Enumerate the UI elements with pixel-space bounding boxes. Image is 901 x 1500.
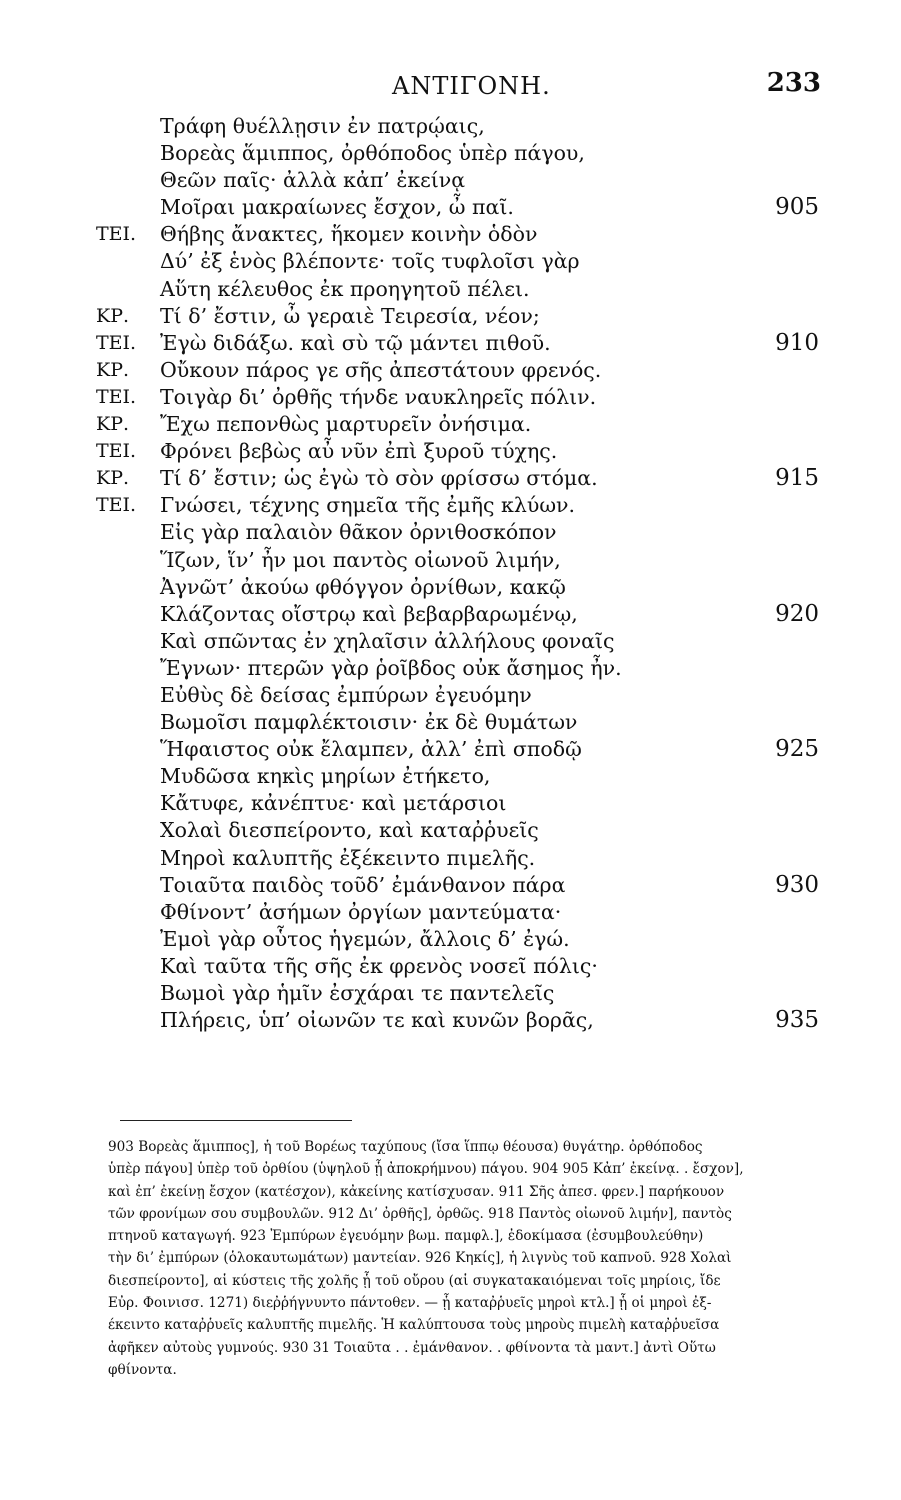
- verse-line: [0, 845, 901, 872]
- speaker-label: ΚΡ.: [96, 413, 130, 436]
- verse-line: [0, 248, 901, 275]
- verse-line: [0, 953, 901, 980]
- speaker-label: ΤΕΙ.: [96, 223, 137, 246]
- verse-text: Εὐθὺς δὲ δείσας ἐμπύρων ἐγευόμην: [160, 682, 532, 707]
- verse-line: [0, 980, 901, 1007]
- verse-text: Τοιαῦτα παιδὸς τοῦδ’ ἐμάνθανον πάρα: [160, 872, 566, 897]
- verse-text: Ἥφαιστος οὐκ ἔλαμπεν, ἀλλ’ ἐπὶ σποδῷ: [160, 737, 582, 762]
- footnote-line: 903 Βορεὰς ἅμιππος], ἡ τοῦ Βορέως ταχύπους (ἴσα ἵππῳ θέουσα) θυγάτηρ. ὀρθόποδος: [108, 1139, 703, 1155]
- verse-line: [0, 492, 901, 519]
- verse-line: [0, 221, 901, 248]
- verse-line: [0, 790, 901, 817]
- verse-line: [0, 655, 901, 682]
- verse-text: Οὔκουν πάρος γε σῆς ἀπεστάτουν φρενός.: [160, 357, 602, 382]
- verse-text: Δύ’ ἐξ ἑνὸς βλέποντε· τοῖς τυφλοῖσι γὰρ: [160, 249, 580, 274]
- verse-text: Φθίνοντ’ ἀσήμων ὀργίων μαντεύματα·: [160, 899, 562, 924]
- footnote-divider: [120, 1120, 352, 1121]
- verse-text: Κλάζοντας οἴστρῳ καὶ βεβαρβαρωμένῳ,: [160, 601, 578, 626]
- speaker-label: ΚΡ.: [96, 358, 130, 381]
- line-number: 905: [775, 194, 819, 221]
- verse-text: Τράφη θυέλλῃσιν ἐν πατρῴαις,: [160, 114, 485, 138]
- verse-line: [0, 411, 901, 438]
- verse-line: [0, 574, 901, 601]
- speaker-label: ΤΕΙ.: [96, 440, 137, 463]
- line-number: 910: [775, 329, 819, 356]
- verse-text: Κἄτυφε, κἀνέπτυε· καὶ μετάρσιοι: [160, 791, 507, 816]
- footnote-line: ὑπὲρ πάγου] ὑπὲρ τοῦ ὀρθίου (ὑψηλοῦ ᾗ ἀποκρήμνου) πάγου. 904 905 Κἀπ’ ἐκείνᾳ. . ἔσχον],: [108, 1161, 744, 1178]
- verse-line: [0, 926, 901, 953]
- verse-text: Καὶ σπῶντας ἐν χηλαῖσιν ἀλλήλους φοναῖς: [160, 628, 615, 653]
- verse-line: [0, 763, 901, 790]
- verse-text: Τί δ’ ἔστιν, ὦ γεραιὲ Τειρεσία, νέον;: [160, 303, 540, 328]
- verse-text: Ἐμοὶ γὰρ οὗτος ἡγεμών, ἄλλοις δ’ ἐγώ.: [160, 926, 570, 951]
- line-number: 915: [775, 465, 819, 492]
- verse-text: Χολαὶ διεσπείροντο, καὶ καταῤῥυεῖς: [160, 818, 539, 843]
- verse-line: [0, 709, 901, 736]
- verse-line: [0, 194, 901, 221]
- verse-text: Εἰς γὰρ παλαιὸν θᾶκον ὀρνιθοσκόπον: [160, 520, 557, 545]
- speaker-label: ΤΕΙ.: [96, 494, 137, 517]
- verse-text: Βορεὰς ἅμιππος, ὀρθόποδος ὑπὲρ πάγου,: [160, 141, 585, 166]
- verse-line: [0, 899, 901, 926]
- line-number: 925: [775, 736, 819, 763]
- verse-text: Φρόνει βεβὼς αὖ νῦν ἐπὶ ξυροῦ τύχης.: [160, 439, 558, 464]
- verse-line: [0, 167, 901, 194]
- verse-line: [0, 519, 901, 546]
- running-title: ΑΝΤΙΓΟΝΗ.: [392, 72, 551, 100]
- verse-line: [0, 140, 901, 167]
- speaker-label: ΚΡ.: [96, 467, 130, 490]
- footnotes-block: [108, 1136, 820, 1381]
- verse-line: [0, 682, 901, 709]
- footnote-line: τῶν φρονίμων σου συμβουλῶν. 912 Δι’ ὀρθῆς], ὀρθῶς. 918 Παντὸς οἰωνοῦ λιμήν], παντὸς: [108, 1205, 732, 1222]
- footnote-line: καὶ ἐπ’ ἐκείνῃ ἔσχον (κατέσχον), κἀκείνης κατίσχυσαν. 911 Σῆς ἀπεσ. φρεν.] παρήκουον: [108, 1183, 725, 1200]
- verse-text: Ἵζων, ἵν’ ἦν μοι παντὸς οἰωνοῦ λιμήν,: [160, 547, 561, 572]
- verse-text: Βωμοὶ γὰρ ἡμῖν ἐσχάραι τε παντελεῖς: [160, 981, 555, 1005]
- verse-line: [0, 872, 901, 899]
- verse-line: [0, 1007, 901, 1034]
- footnote-line: έκειντο καταῤῥυεῖς καλυπτῆς πιμελῆς. Ἡ καλύπτουσα τοὺς μηροὺς πιμελὴ καταῤῥυεῖσα: [108, 1317, 720, 1334]
- verse-line: [0, 817, 901, 844]
- footnote-line: πτηνοῦ καταγωγή. 923 Ἐμπύρων ἐγευόμην βωμ. παμφλ.], ἐδοκίμασα (ἐσυμβουλεύθην): [108, 1228, 704, 1245]
- footnote-line: φθίνοντα.: [108, 1361, 177, 1378]
- footnote-line: ἀφῆκεν αὐτοὺς γυμνούς. 930 31 Τοιαῦτα . . ἐμάνθανον. . φθίνοντα τὰ μαντ.] ἀντὶ Οὕτω: [108, 1339, 716, 1356]
- verse-text: Τί δ’ ἔστιν; ὡς ἐγὼ τὸ σὸν φρίσσω στόμα.: [160, 466, 598, 491]
- footnote-line: διεσπείροντο], αἱ κύστεις τῆς χολῆς ᾗ τοῦ οὔρου (αἱ συγκατακαιόμεναι τοῖς μηρίοις, ἴδε: [108, 1272, 721, 1289]
- speaker-label: ΤΕΙ.: [96, 331, 137, 354]
- verse-text: Γνώσει, τέχνης σημεῖα τῆς ἐμῆς κλύων.: [160, 493, 576, 518]
- verse-text: Πλήρεις, ὑπ’ οἰωνῶν τε καὶ κυνῶν βορᾶς,: [160, 1008, 594, 1033]
- verse-text: Μυδῶσα κηκὶς μηρίων ἐτήκετο,: [160, 764, 491, 789]
- footnote-line: τὴν δι’ ἐμπύρων (ὁλοκαυτωμάτων) μαντείαν. 926 Κηκίς], ἡ λιγνὺς τοῦ καπνοῦ. 928 Χολαὶ: [108, 1250, 732, 1267]
- line-number: 920: [775, 600, 819, 627]
- verse-text: Ἐγὼ διδάξω. καὶ σὺ τῷ μάντει πιθοῦ.: [160, 330, 551, 355]
- verse-line: [0, 628, 901, 655]
- verse-line: [0, 113, 901, 140]
- verse-line: [0, 547, 901, 574]
- speaker-label: ΤΕΙ.: [96, 385, 137, 408]
- verse-text: Θεῶν παῖς· ἀλλὰ κἀπ’ ἐκείνᾳ: [160, 168, 466, 193]
- verse-text: Αὕτη κέλευθος ἐκ προηγητοῦ πέλει.: [160, 276, 530, 301]
- verse-text: Ἔγνων· πτερῶν γὰρ ῥοῖβδος οὐκ ἄσημος ἦν.: [160, 655, 622, 680]
- page-number: 233: [766, 68, 821, 98]
- verse-text: Θήβης ἄνακτες, ἥκομεν κοινὴν ὁδὸν: [160, 222, 538, 247]
- verse-line: [0, 601, 901, 628]
- verse-line: [0, 330, 901, 357]
- line-number: 930: [775, 871, 819, 898]
- verse-text: Μηροὶ καλυπτῆς ἐξέκειντο πιμελῆς.: [160, 845, 536, 870]
- line-number: 935: [775, 1007, 819, 1034]
- footnote-line: Εὐρ. Φοινισσ. 1271) διεῤῥήγνυντο πάντοθεν. — ᾗ καταῤῥυεῖς μηροὶ κτλ.] ᾗ οἱ μηροὶ ἐξ-: [108, 1295, 712, 1312]
- verse-text: Ἀγνῶτ’ ἀκούω φθόγγον ὀρνίθων, κακῷ: [160, 574, 566, 599]
- verse-line: [0, 438, 901, 465]
- verse-text: Μοῖραι μακραίωνες ἔσχον, ὦ παῖ.: [160, 195, 514, 220]
- verse-line: [0, 465, 901, 492]
- speaker-label: ΚΡ.: [96, 304, 130, 327]
- verse-line: [0, 384, 901, 411]
- verse-text: Τοιγὰρ δι’ ὀρθῆς τήνδε ναυκληρεῖς πόλιν.: [160, 384, 597, 409]
- verse-text: Ἔχω πεπονθὼς μαρτυρεῖν ὀνήσιμα.: [160, 412, 532, 437]
- verse-text: Βωμοῖσι παμφλέκτοισιν· ἐκ δὲ θυμάτων: [160, 710, 578, 735]
- verse-line: [0, 357, 901, 384]
- page-header: [0, 62, 901, 102]
- verse-text-block: [0, 113, 901, 1034]
- verse-text: Καὶ ταῦτα τῆς σῆς ἐκ φρενὸς νοσεῖ πόλις·: [160, 953, 598, 978]
- verse-line: [0, 736, 901, 763]
- verse-line: [0, 276, 901, 303]
- verse-line: [0, 303, 901, 330]
